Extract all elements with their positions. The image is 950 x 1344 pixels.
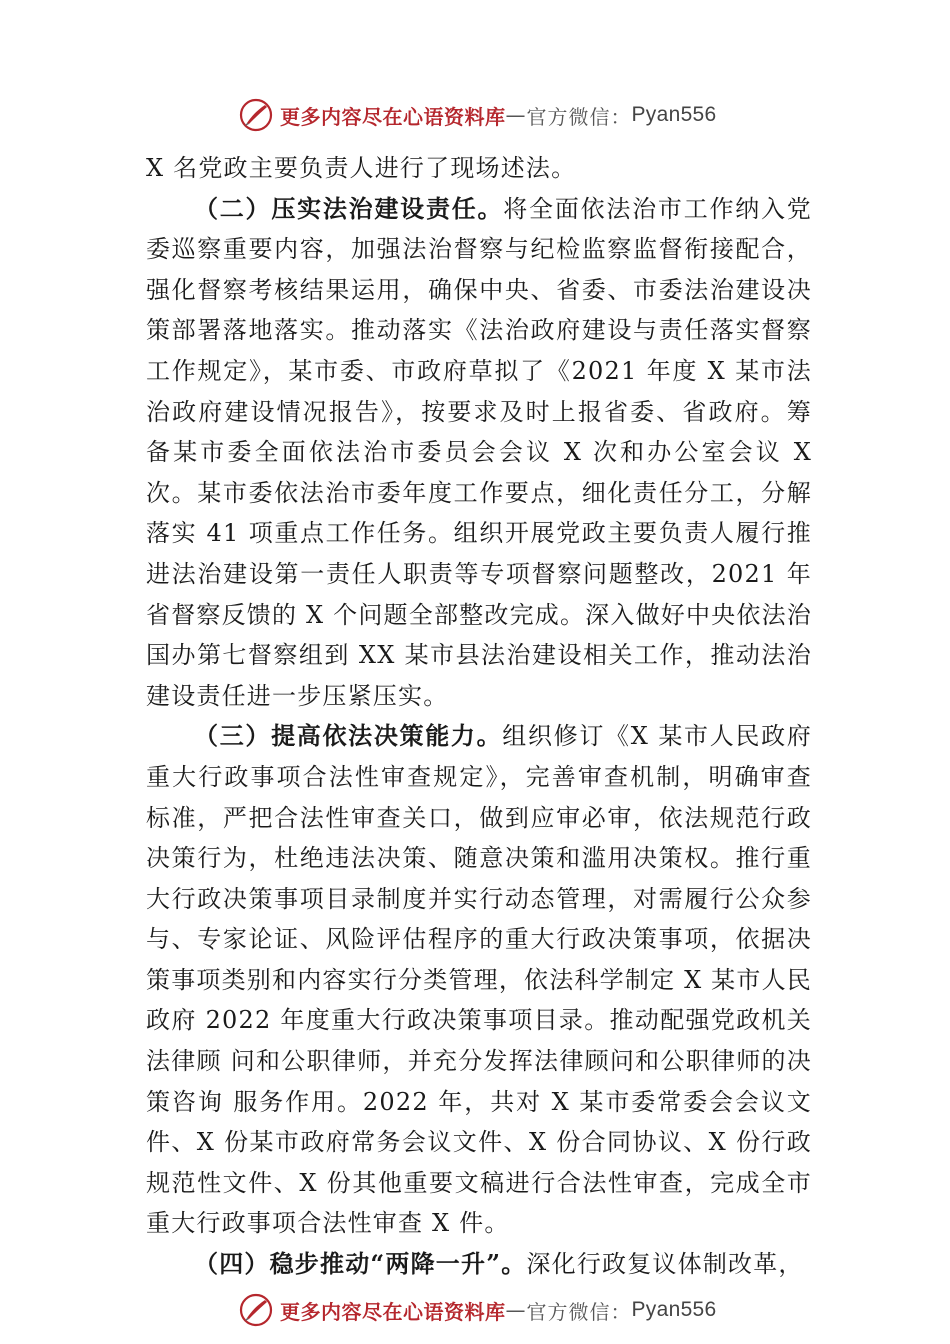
section-heading: （三）提高依法决策能力。: [194, 721, 503, 751]
watermark-separator: —: [505, 103, 527, 127]
paragraph-section-2: [146, 189, 812, 717]
paragraph-body: 深化行政复议体制改革，: [526, 1250, 804, 1279]
watermark-brand-text: 更多内容尽在心语资料库: [280, 1299, 506, 1324]
paragraph-body: 组织修订《X 某市人民政府重大行政事项合法性审查规定》，完善审查机制，明确审查标准，严把合法性审查关口，做到应审必审，依法规范行政决策行为，杜绝违法决策、随意决策和滥用决策权。推行重大行政决策事项目录制度并实行动态管理，对需履行公众参与、专家论证、风险评估程序的重大行政决策事项，依据决策事项类别和内容实行分类管理，依法科学制定 X 某市人民政府 2022 年度重大行政决策事项目录。推动配强党政机关法律顾 问和公职律师，并充分发挥法律顾问和公职律师的决策咨询 服务作用。2022 年，共对 X 某市委常委会会议文件、X 份某市政府常务会议文件、X 份合同协议、X 份行政规范性文件、X 份其他重要文稿进行合法性审查，完成全市重大行政事项合法性审查 X 件。: [146, 722, 812, 1238]
section-heading: （二）压实法治建设责任。: [194, 193, 504, 223]
pen-logo-icon: [238, 97, 274, 133]
paragraph-section-3: [146, 716, 812, 1244]
watermark-wechat-id: Pyan556: [631, 103, 717, 126]
watermark-wechat-id: Pyan556: [631, 1298, 717, 1321]
watermark-separator: —: [505, 1298, 527, 1322]
document-body: [146, 148, 812, 1285]
watermark-wechat-label: 官方微信：: [526, 104, 632, 129]
section-heading: （四）稳步推动“两降一升”。: [194, 1249, 527, 1279]
paragraph-continuation: [146, 148, 812, 189]
paragraph-section-4: [146, 1244, 812, 1285]
watermark-wechat-label: 官方微信：: [526, 1299, 632, 1324]
pen-logo-icon: [238, 1292, 274, 1328]
paragraph-body: 将全面依法治市工作纳入党委巡察重要内容，加强法治督察与纪检监察监督衔接配合， 强化督察考核结果运用，确保中央、省委、市委法治建设决策部署落地落实。推动落实《法治政府建设与责任落实督察工作规定》，某市委、市政府草拟了《2021 年度 X 某市法治政府建设情况报告》，按要求及时上报省委、省政府。筹备某市委全面依法治市委员会会议 X 次和办公室会议 X 次。某市委依法治市委年度工作要点，细化责任分工，分解落实 41 项重点工作任务。组织开展党政主要负责人履行推进法治建设第一责任人职责等专项督察问题整改，2021 年省督察反馈的 X 个问题全部整改完成。深入做好中央依法治国办第七督察组到 XX 某市县法治建设相关工作，推动法治建设责任进一步压紧压实。: [146, 194, 812, 710]
header-watermark: [238, 95, 717, 135]
paragraph-body: X 名党政主要负责人进行了现场述法。: [146, 154, 577, 182]
footer-watermark: [238, 1290, 717, 1330]
watermark-brand-text: 更多内容尽在心语资料库: [280, 104, 506, 129]
